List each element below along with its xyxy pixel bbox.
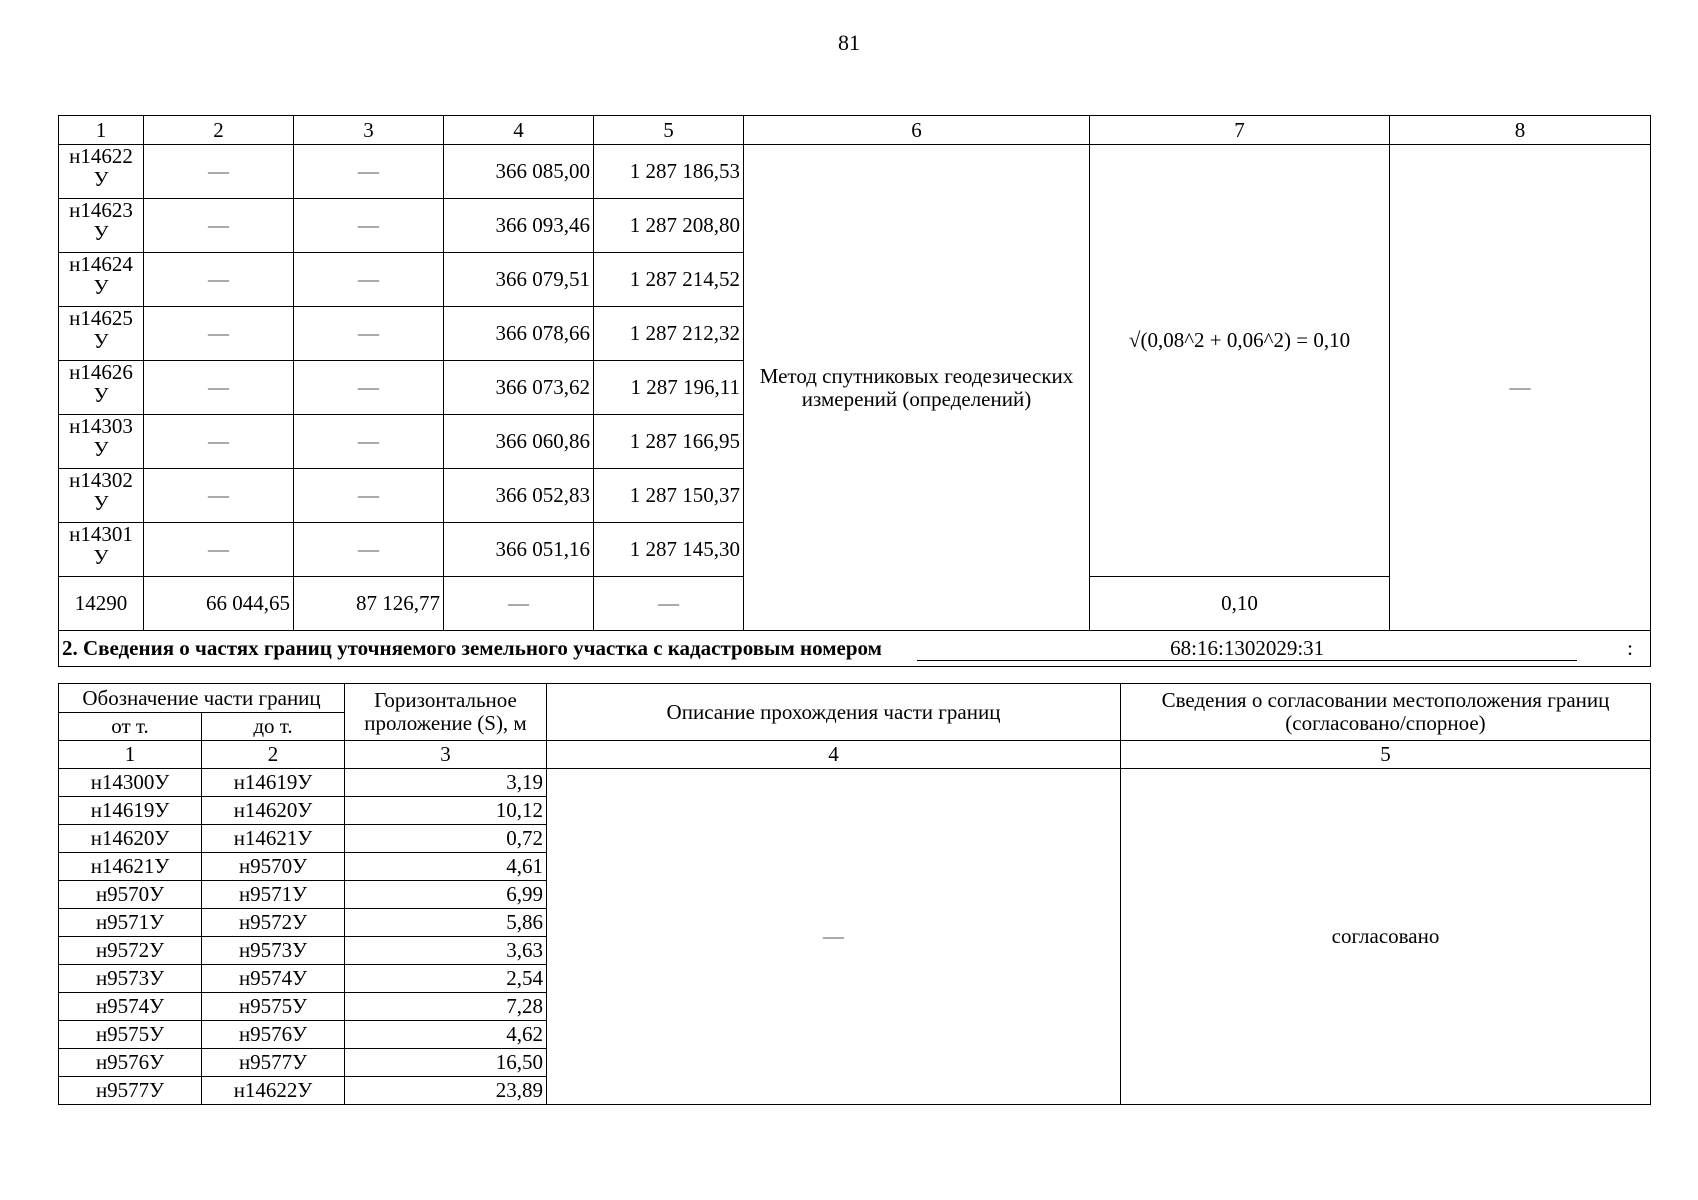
point-name-cell bbox=[59, 523, 144, 577]
cell-old-x: — bbox=[144, 307, 294, 361]
cell-new-x: 366 051,16 bbox=[444, 523, 594, 577]
cell-from: н9573У bbox=[59, 965, 202, 993]
column-number: 1 bbox=[59, 741, 202, 769]
point-name-cell bbox=[59, 199, 144, 253]
column-number: 2 bbox=[202, 741, 345, 769]
cell-old-x: — bbox=[144, 469, 294, 523]
cell-to: н14619У bbox=[202, 769, 345, 797]
section-2-heading bbox=[59, 631, 1651, 667]
header-distance: Горизонтальное проложение (S), м bbox=[345, 684, 547, 741]
point-name: н14626 bbox=[69, 360, 133, 384]
cell-old-y: — bbox=[294, 361, 444, 415]
cell-old-x: — bbox=[144, 253, 294, 307]
cell-to: н9571У bbox=[202, 881, 345, 909]
cell-new-x: 366 093,46 bbox=[444, 199, 594, 253]
point-suffix: У bbox=[93, 545, 109, 569]
cell-to: н14622У bbox=[202, 1077, 345, 1105]
cell-distance: 5,86 bbox=[345, 909, 547, 937]
cell-from: н14620У bbox=[59, 825, 202, 853]
cell-old-y: — bbox=[294, 469, 444, 523]
cell-old-y: 87 126,77 bbox=[294, 577, 444, 631]
cell-old-x: — bbox=[144, 415, 294, 469]
column-number-row bbox=[59, 741, 1651, 769]
cell-to: н9575У bbox=[202, 993, 345, 1021]
description-cell: — bbox=[547, 769, 1121, 1105]
cell-distance: 0,72 bbox=[345, 825, 547, 853]
cell-old-y: — bbox=[294, 523, 444, 577]
point-suffix: У bbox=[93, 221, 109, 245]
column-number: 8 bbox=[1390, 116, 1651, 145]
cell-distance: 4,61 bbox=[345, 853, 547, 881]
point-name-cell bbox=[59, 415, 144, 469]
column-number: 1 bbox=[59, 116, 144, 145]
column-number: 4 bbox=[547, 741, 1121, 769]
cell-distance: 6,99 bbox=[345, 881, 547, 909]
cell-from: н9576У bbox=[59, 1049, 202, 1077]
point-name: н14301 bbox=[69, 522, 133, 546]
cell-old-x: — bbox=[144, 145, 294, 199]
cell-new-y: 1 287 166,95 bbox=[594, 415, 744, 469]
accuracy-value-cell: 0,10 bbox=[1090, 577, 1390, 631]
point-name: н14302 bbox=[69, 468, 133, 492]
header-description: Описание прохождения части границ bbox=[547, 684, 1121, 741]
column-number: 2 bbox=[144, 116, 294, 145]
point-name: н14622 bbox=[69, 144, 133, 168]
column-number: 5 bbox=[1121, 741, 1651, 769]
point-name-cell bbox=[59, 253, 144, 307]
cell-new-y: 1 287 196,11 bbox=[594, 361, 744, 415]
cell-to: н9577У bbox=[202, 1049, 345, 1077]
cell-new-y: 1 287 208,80 bbox=[594, 199, 744, 253]
cell-new-y: 1 287 186,53 bbox=[594, 145, 744, 199]
cell-old-x: — bbox=[144, 523, 294, 577]
cell-old-y: — bbox=[294, 253, 444, 307]
cell-old-y: — bbox=[294, 145, 444, 199]
cell-from: н9574У bbox=[59, 993, 202, 1021]
cell-new-x: 366 060,86 bbox=[444, 415, 594, 469]
point-name: н14303 bbox=[69, 414, 133, 438]
cell-old-y: — bbox=[294, 415, 444, 469]
cadastral-number: 68:16:1302029:31 bbox=[917, 637, 1577, 661]
point-suffix: У bbox=[93, 329, 109, 353]
point-name: 14290 bbox=[59, 577, 144, 631]
header-agreement: Сведения о согласовании местоположения границ (согласовано/спорное) bbox=[1121, 684, 1651, 741]
accuracy-formula-cell: √(0,08^2 + 0,06^2) = 0,10 bbox=[1090, 145, 1390, 577]
header-from: от т. bbox=[59, 713, 202, 741]
cell-old-x: — bbox=[144, 361, 294, 415]
cell-new-y: 1 287 214,52 bbox=[594, 253, 744, 307]
cell-new-x: 366 085,00 bbox=[444, 145, 594, 199]
cell-new-x: — bbox=[444, 577, 594, 631]
cell-distance: 3,19 bbox=[345, 769, 547, 797]
column-number: 5 bbox=[594, 116, 744, 145]
cell-distance: 3,63 bbox=[345, 937, 547, 965]
cell-new-x: 366 073,62 bbox=[444, 361, 594, 415]
column-number-row bbox=[59, 116, 1651, 145]
cell-old-y: — bbox=[294, 199, 444, 253]
cell-distance: 7,28 bbox=[345, 993, 547, 1021]
heading-colon: : bbox=[1627, 635, 1633, 660]
point-name: н14624 bbox=[69, 252, 133, 276]
table-row bbox=[59, 145, 1651, 199]
cell-new-y: 1 287 150,37 bbox=[594, 469, 744, 523]
page-number: 81 bbox=[838, 30, 860, 55]
cell-to: н9572У bbox=[202, 909, 345, 937]
point-name-cell bbox=[59, 361, 144, 415]
cell-from: н14619У bbox=[59, 797, 202, 825]
cell-to: н9570У bbox=[202, 853, 345, 881]
cell-old-x: — bbox=[144, 199, 294, 253]
cell-distance: 2,54 bbox=[345, 965, 547, 993]
cell-to: н9576У bbox=[202, 1021, 345, 1049]
cell-from: н14621У bbox=[59, 853, 202, 881]
column-number: 7 bbox=[1090, 116, 1390, 145]
column-number: 6 bbox=[744, 116, 1090, 145]
column-number: 3 bbox=[345, 741, 547, 769]
cell-from: н14300У bbox=[59, 769, 202, 797]
point-suffix: У bbox=[93, 167, 109, 191]
boundary-parts-table bbox=[58, 683, 1651, 1105]
point-suffix: У bbox=[93, 383, 109, 407]
cell-new-y: 1 287 145,30 bbox=[594, 523, 744, 577]
point-suffix: У bbox=[93, 437, 109, 461]
cell-new-x: 366 078,66 bbox=[444, 307, 594, 361]
cell-old-y: — bbox=[294, 307, 444, 361]
cell-distance: 4,62 bbox=[345, 1021, 547, 1049]
cell-distance: 23,89 bbox=[345, 1077, 547, 1105]
cell-old-x: 66 044,65 bbox=[144, 577, 294, 631]
cell-to: н9574У bbox=[202, 965, 345, 993]
cell-new-x: 366 052,83 bbox=[444, 469, 594, 523]
cell-to: н14620У bbox=[202, 797, 345, 825]
cell-to: н9573У bbox=[202, 937, 345, 965]
table-row bbox=[59, 769, 1651, 797]
point-suffix: У bbox=[93, 491, 109, 515]
cell-distance: 16,50 bbox=[345, 1049, 547, 1077]
point-name-cell bbox=[59, 307, 144, 361]
agreement-cell: согласовано bbox=[1121, 769, 1651, 1105]
cell-to: н14621У bbox=[202, 825, 345, 853]
column8-cell: — bbox=[1390, 145, 1651, 631]
header-part-designation: Обозначение части границ bbox=[59, 684, 345, 713]
cell-from: н9577У bbox=[59, 1077, 202, 1105]
cell-new-x: 366 079,51 bbox=[444, 253, 594, 307]
header-to: до т. bbox=[202, 713, 345, 741]
point-suffix: У bbox=[93, 275, 109, 299]
column-number: 3 bbox=[294, 116, 444, 145]
point-name-cell bbox=[59, 145, 144, 199]
cell-from: н9570У bbox=[59, 881, 202, 909]
cell-distance: 10,12 bbox=[345, 797, 547, 825]
column-number: 4 bbox=[444, 116, 594, 145]
section-2-heading-row bbox=[59, 631, 1651, 667]
coordinates-table bbox=[58, 115, 1651, 667]
cell-from: н9572У bbox=[59, 937, 202, 965]
point-name: н14625 bbox=[69, 306, 133, 330]
cell-new-y: 1 287 212,32 bbox=[594, 307, 744, 361]
header-row-1 bbox=[59, 684, 1651, 713]
cell-new-y: — bbox=[594, 577, 744, 631]
cell-from: н9575У bbox=[59, 1021, 202, 1049]
point-name-cell bbox=[59, 469, 144, 523]
method-cell: Метод спутниковых геодезических измерений (определений) bbox=[744, 145, 1090, 631]
point-name: н14623 bbox=[69, 198, 133, 222]
cell-from: н9571У bbox=[59, 909, 202, 937]
section-2-title: 2. Сведения о частях границ уточняемого земельного участка с кадастровым номером bbox=[62, 635, 882, 660]
